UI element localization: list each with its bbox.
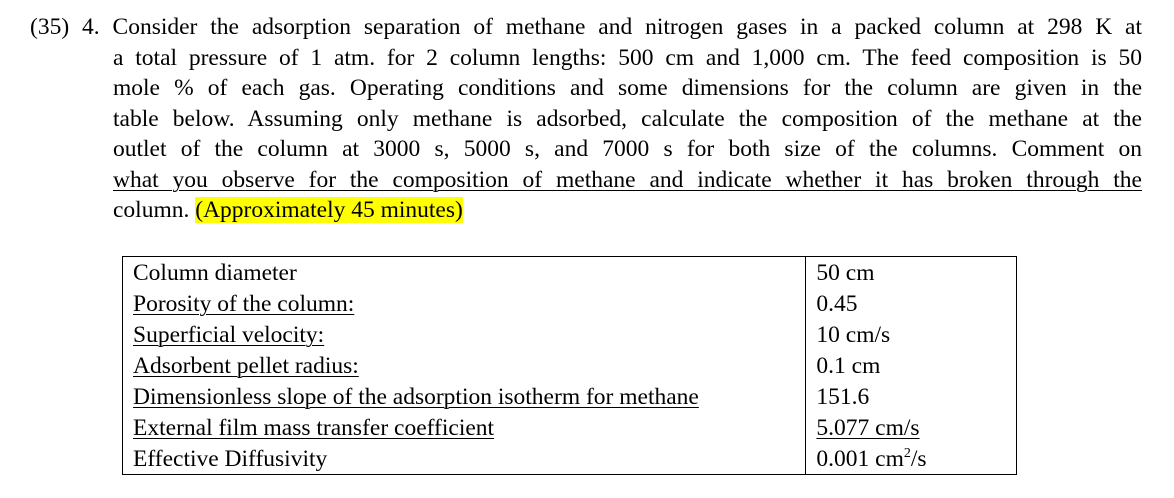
mass-transfer-value-text: 5.077 cm/s [816,414,920,441]
table-row [123,350,1017,381]
diffusivity-value-base: 0.001 cm [816,445,904,472]
problem-statement [30,12,1142,226]
problem-line-4: table below. Assuming only methane is adsorbed, calculate the composition of the methane at the [113,105,1142,132]
row-value-column-diameter: 50 cm [806,257,1017,289]
row-label-column-diameter: Column diameter [123,257,806,289]
diffusivity-value-exponent: 2 [903,445,911,461]
problem-line-6 [30,165,1142,196]
time-estimate-highlight: (Approximately 45 minutes) [195,197,463,223]
row-label-porosity [123,288,806,319]
row-value-superficial-velocity: 10 cm/s [806,319,1017,350]
isotherm-label-text: Dimensionless slope of the adsorption isotherm for methane [133,383,699,410]
problem-line-7 [30,195,1142,226]
row-label-pellet-radius [123,350,806,381]
table-row [123,257,1017,289]
parameters-table [122,256,1017,475]
problem-line-1 [30,12,1142,43]
problem-text-1: Consider the adsorption separation of methane and nitrogen gases in a packed column at 298 K at [112,14,1143,40]
row-value-porosity: 0.45 [806,288,1017,319]
row-label-superficial-velocity [123,319,806,350]
table-row [123,288,1017,319]
diffusivity-value-unit-tail: /s [910,445,927,472]
row-value-isotherm-slope: 151.6 [806,381,1017,412]
table-row [123,412,1017,443]
row-value-pellet-radius: 0.1 cm [806,350,1017,381]
table-row [123,443,1017,475]
row-value-mass-transfer [806,412,1017,443]
problem-line-2: a total pressure of 1 atm. for 2 column lengths: 500 cm and 1,000 cm. The feed composition is 50 [113,44,1142,71]
row-label-isotherm-slope [123,381,806,412]
pellet-radius-label-text: Adsorbent pellet radius: [133,352,359,379]
mass-transfer-label-text: External film mass transfer coefficient [133,414,495,441]
problem-number: (35) 4. [30,14,100,40]
problem-text-7: column. [113,197,190,223]
table-row [123,319,1017,350]
velocity-label-text: Superficial velocity: [133,321,325,348]
row-label-mass-transfer [123,412,806,443]
row-label-effective-diffusivity: Effective Diffusivity [123,443,806,475]
problem-text-6: what you observe for the composition of methane and indicate whether it has broken through the [113,166,1142,193]
table-row [123,381,1017,412]
problem-line-3: mole % of each gas. Operating conditions and some dimensions for the column are given in the [113,75,1142,101]
porosity-label-text: Porosity of the column: [133,290,355,317]
problem-line-5: outlet of the column at 3000 s, 5000 s, and 7000 s for both size of the columns. Comment on [113,136,1142,162]
row-value-effective-diffusivity [806,443,1017,475]
